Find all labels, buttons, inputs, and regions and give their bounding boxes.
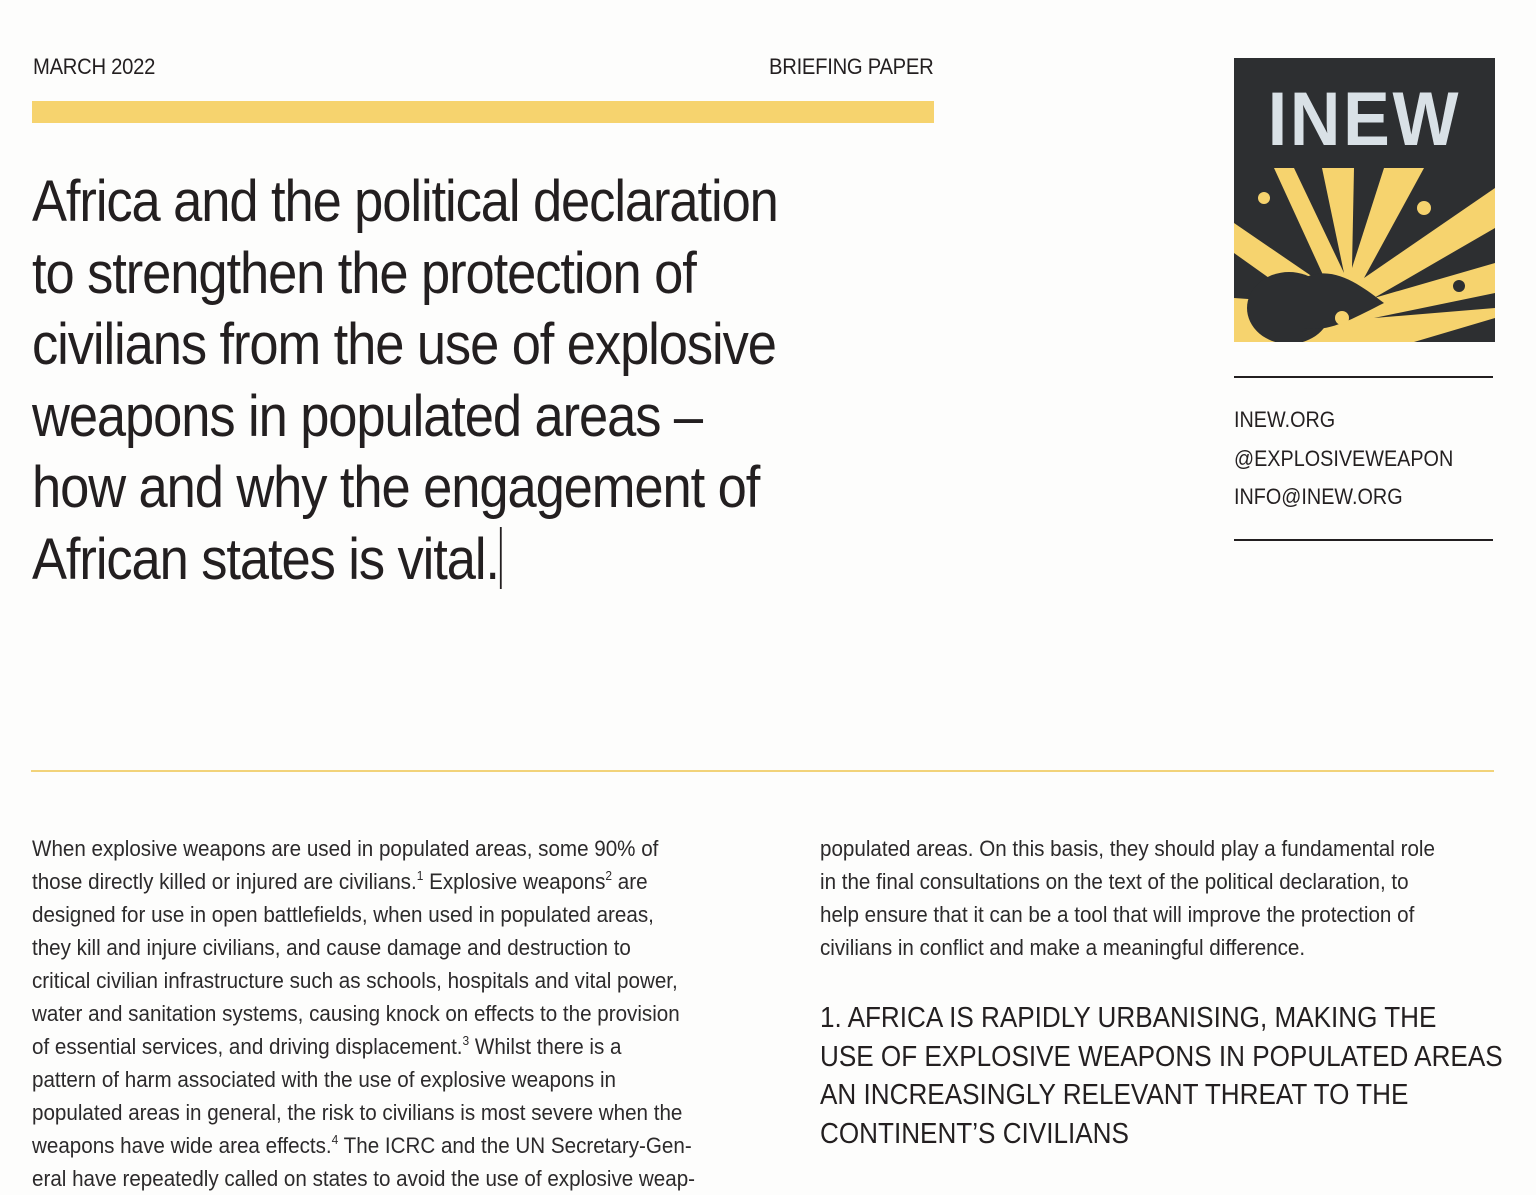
title-line-text: how and why the engagement of [32,455,760,520]
heading-line: 1. AFRICA IS RAPIDLY URBANISING, MAKING THE [820,1002,1437,1034]
heading-line: USE OF EXPLOSIVE WEAPONS IN POPULATED AREAS [820,1040,1503,1073]
text-cursor [500,527,502,589]
body-text: Explosive weapons [423,869,606,894]
email-link[interactable]: INFO@INEW.ORG [1234,484,1403,509]
title-line: civilians from the use of explosive [32,312,776,377]
document-date: MARCH 2022 [33,54,156,79]
inew-logo [1234,58,1495,342]
body-text: are [612,869,648,894]
body-line [32,1129,695,1162]
body-line: populated areas in general, the risk to civilians is most severe when the [32,1100,683,1125]
body-line [32,865,695,898]
footnote-ref[interactable]: 1 [416,868,424,883]
section-divider [31,770,1494,772]
title-line: Africa and the political declaration [32,169,778,234]
body-line: civilians in conflict and make a meaningful difference. [820,935,1306,960]
website-link[interactable]: INEW.ORG [1234,407,1336,432]
contact-divider-top [1234,376,1493,378]
body-line: in the final consultations on the text of the political declaration, to [820,869,1409,894]
section-heading [820,999,1536,1153]
heading-line: CONTINENT’S CIVILIANS [820,1117,1129,1150]
body-line: eral have repeatedly called on states to avoid the use of explosive weap- [32,1166,696,1191]
title-line-text: African states is vital. [32,526,499,592]
document-type: BRIEFING PAPER [769,54,934,79]
body-line: help ensure that it can be a tool that will improve the protection of [820,902,1415,927]
heading-line: AN INCREASINGLY RELEVANT THREAT TO THE [820,1079,1409,1111]
contact-list [1234,401,1478,517]
body-text: those directly killed or injured are civilians. [32,869,417,894]
explosion-icon [1234,168,1495,342]
footnote-ref[interactable]: 2 [605,868,613,883]
title-line: to strengthen the protection of [32,240,696,306]
title-line [32,452,901,524]
title-line: weapons in populated areas – [32,383,702,449]
body-text: The ICRC and the UN Secretary-Gen- [338,1133,692,1158]
body-line: populated areas. On this basis, they should play a fundamental role [820,836,1435,861]
body-line: When explosive weapons are used in populated areas, some 90% of [32,836,659,861]
body-text: Whilst there is a [469,1034,622,1059]
body-line [32,1030,695,1063]
body-line: critical civilian infrastructure such as schools, hospitals and vital power, [32,968,678,993]
body-column-right [820,832,1488,964]
body-line: they kill and injure civilians, and cause damage and destruction to [32,935,631,960]
body-paragraph [820,832,1488,964]
body-paragraph [32,832,753,1195]
contact-divider-bottom [1234,539,1493,541]
twitter-handle[interactable]: @EXPLOSIVEWEAPON [1234,445,1454,471]
body-line: water and sanitation systems, causing knock on effects to the provision [32,1001,680,1026]
footnote-ref[interactable]: 4 [331,1132,339,1147]
logo-wordmark: INEW [1267,77,1462,162]
body-line: pattern of harm associated with the use of explosive weapons in [32,1067,616,1092]
title-line [32,524,901,596]
footnote-ref[interactable]: 3 [462,1033,470,1048]
body-line: designed for use in open battlefields, when used in populated areas, [32,902,654,927]
header-accent-bar [32,101,934,123]
body-text: weapons have wide area effects. [32,1133,332,1158]
page-title[interactable] [32,166,901,595]
body-text: of essential services, and driving displacement. [32,1034,463,1059]
body-column-left [32,832,753,1195]
